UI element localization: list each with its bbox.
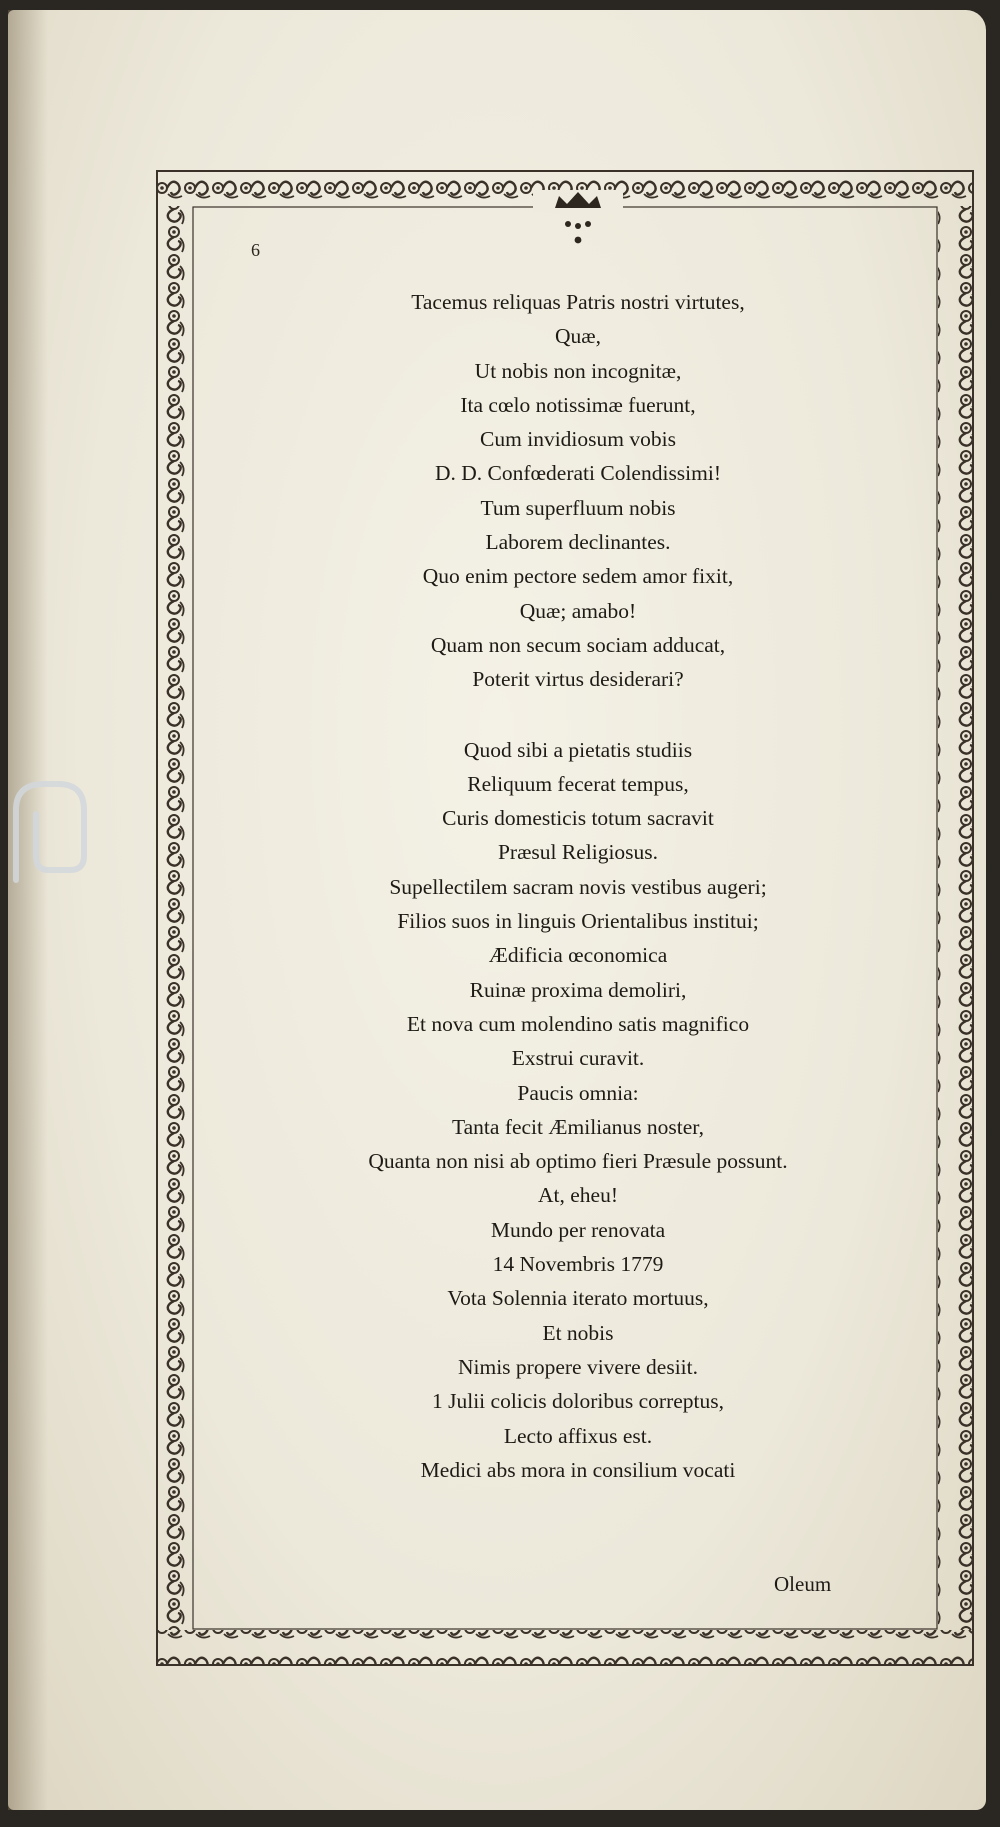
- text-line: Cum invidiosum vobis: [480, 427, 676, 452]
- paper-clip-icon: [8, 770, 98, 890]
- text-line: Poterit virtus desiderari?: [472, 667, 684, 692]
- text-line: Reliquum fecerat tempus,: [467, 771, 689, 796]
- stanza-gap: [228, 697, 928, 733]
- text-line: Ædificia œconomica: [488, 943, 668, 968]
- text-line: Exstrui curavit.: [511, 1046, 645, 1071]
- text-line: Vota Solennia iterato mortuus,: [447, 1286, 709, 1311]
- text-line: 14 Novembris 1779: [492, 1252, 664, 1277]
- text-line: Præsul Religiosus.: [497, 840, 659, 865]
- text-line: Tum superfluum nobis: [480, 495, 676, 520]
- text-line: Tanta fecit Æmilianus noster,: [452, 1114, 704, 1139]
- spine-shadow: [8, 10, 48, 1810]
- text-line: Et nobis: [542, 1320, 614, 1345]
- text-line: Quam non secum sociam adducat,: [430, 632, 726, 657]
- text-line: Quo enim pectore sedem amor fixit,: [422, 564, 734, 589]
- text-line: Quæ; amabo!: [519, 598, 637, 623]
- page-number: 6: [251, 240, 260, 260]
- text-line: Quæ,: [555, 324, 601, 349]
- text-line: D. D. Confœderati Colendissimi!: [434, 461, 722, 486]
- text-line: Paucis omnia:: [517, 1080, 639, 1105]
- text-line: Quanta non nisi ab optimo fieri Præsule possunt.: [368, 1149, 788, 1174]
- page-text: [228, 285, 928, 1487]
- text-line: Medici abs mora in consilium vocati: [420, 1457, 736, 1482]
- text-line: Laborem declinantes.: [485, 530, 671, 555]
- text-line: Curis domesticis totum sacravit: [442, 806, 714, 831]
- text-line: Filios suos in linguis Orientalibus institui;: [397, 909, 759, 934]
- text-line: Ut nobis non incognitæ,: [474, 358, 682, 383]
- crown-ornament: [533, 190, 623, 254]
- text-line: Ruinæ proxima demoliri,: [469, 977, 687, 1002]
- text-line: Nimis propere vivere desiit.: [457, 1354, 699, 1379]
- text-line: Supellectilem sacram novis vestibus augeri;: [389, 874, 767, 899]
- text-line: Lecto affixus est.: [503, 1423, 653, 1448]
- text-line: Quod sibi a pietatis studiis: [463, 737, 693, 762]
- text-line: At, eheu!: [538, 1183, 618, 1208]
- book-page: [8, 10, 986, 1810]
- text-line: Mundo per renovata: [490, 1217, 666, 1242]
- catchword: Oleum: [774, 1572, 832, 1596]
- text-line: Ita cœlo notissimæ fuerunt,: [460, 392, 696, 417]
- text-line: Tacemus reliquas Patris nostri virtutes,: [411, 290, 745, 314]
- text-line: Et nova cum molendino satis magnifico: [406, 1011, 750, 1036]
- text-line: 1 Julii colicis doloribus correptus,: [431, 1389, 724, 1414]
